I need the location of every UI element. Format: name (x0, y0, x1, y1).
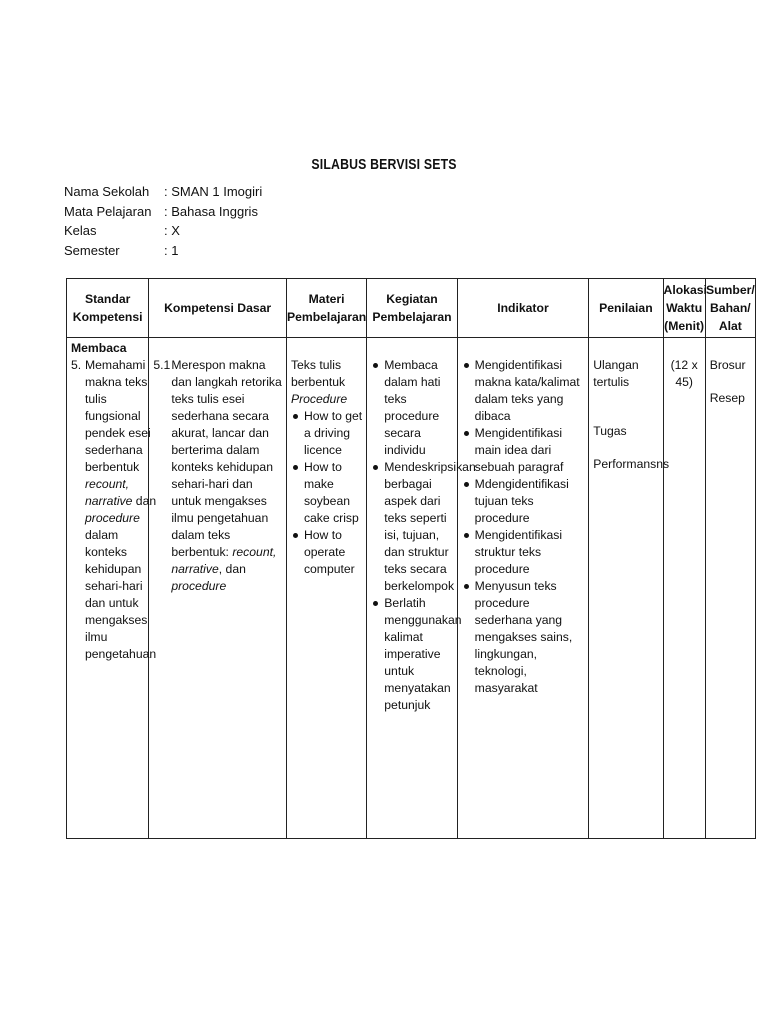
list-item: Menyusun teks procedure sederhana yang mengakses sains, lingkungan, teknologi, masyarakat (462, 578, 585, 697)
alokasi-line: 45) (675, 375, 693, 389)
list-item: Mengidentifikasi makna kata/kalimat dalam teks yang dibaca (462, 357, 585, 425)
header-penilaian: Penilaian (589, 279, 663, 338)
meta-label: Nama Sekolah (64, 184, 150, 199)
meta-label: Semester (64, 242, 120, 258)
cell-kegiatan (367, 338, 476, 839)
cell-indikator (457, 338, 589, 839)
meta-value: : X (164, 223, 180, 238)
meta-label: Mata Pelajaran (64, 203, 152, 219)
penilaian-item: Performansns (593, 457, 670, 471)
list-item: Mdengidentifikasi tujuan teks procedure (462, 476, 585, 527)
sk-line: pengetahuan (85, 647, 157, 661)
sk-line: mengakses (85, 613, 148, 627)
kd-italic: narrative (171, 562, 219, 576)
kd-italic: procedure (171, 579, 227, 593)
kd-number: 5.1 (153, 358, 171, 372)
header-line: Materi (308, 292, 345, 306)
header-line: Standar (84, 292, 131, 306)
materi-intro: Teks tulis berbentuk (290, 358, 346, 389)
meta-label: Kelas (64, 223, 97, 238)
sumber-item: Resep (709, 391, 745, 405)
meta-value: : SMAN 1 Imogiri (164, 184, 263, 199)
header-line: (Menit) (664, 319, 705, 333)
header-line: Pembelajaran (286, 310, 367, 324)
header-standar-kompetensi (67, 279, 149, 338)
kegiatan-list (371, 357, 476, 714)
header-line: Alat (718, 319, 742, 333)
syllabus-table (66, 278, 756, 839)
meta-value: : Bahasa Inggris (164, 203, 258, 219)
indikator-list (462, 357, 585, 697)
list-item: Mendeskripsikan berbagai aspek dari teks seperti isi, tujuan, dan struktur teks secara berkelompok (371, 459, 452, 595)
header-materi (286, 279, 366, 338)
list-item: How to operate computer (291, 527, 362, 578)
kd-italic: recount, (232, 545, 277, 559)
penilaian-item: Tugas (593, 424, 627, 438)
header-line: Waktu (666, 301, 703, 315)
sk-number: 5. (71, 358, 82, 372)
sk-line: sederhana (85, 443, 143, 457)
sk-line: makna teks (85, 375, 148, 389)
materi-list (291, 408, 362, 578)
header-indikator: Indikator (457, 279, 589, 338)
header-line: Sumber/ (705, 283, 755, 297)
cell-alokasi (663, 338, 705, 839)
list-item: Mengidentifikasi main idea dari sebuah paragraf (462, 425, 585, 476)
sk-line: berbentuk (85, 460, 140, 474)
kd-text: , dan (218, 562, 246, 576)
cell-sumber (705, 338, 755, 839)
document-meta (64, 182, 262, 260)
meta-row-subject (64, 202, 262, 222)
list-item: Berlatih menggunakan kalimat imperative untuk menyatakan petunjuk (371, 595, 452, 714)
header-alokasi (663, 279, 705, 338)
document-title: SILABUS BERVISI SETS (311, 156, 457, 173)
header-kompetensi-dasar: Kompetensi Dasar (149, 279, 287, 338)
sk-text: dan (132, 494, 157, 508)
alokasi-line: (12 x (670, 358, 698, 372)
table-header-row (67, 279, 756, 338)
sk-italic: procedure (85, 511, 140, 525)
header-line: Bahan/ (710, 301, 751, 315)
sk-italic: narrative (85, 494, 133, 508)
header-line: Kompetensi (72, 310, 143, 324)
penilaian-item: Ulangan tertulis (593, 358, 639, 389)
sk-line: tulis fungsional (85, 392, 141, 423)
kd-text: Merespon makna dan langkah retorika teks tulis esei sederhana secara akurat, lancar dan berterima dalam konteks kehidupan sehari-hari dan untuk mengakses ilmu pengetahuan dalam teks berbentuk: (171, 358, 282, 559)
header-kegiatan (367, 279, 457, 338)
sk-line: Memahami (85, 358, 146, 372)
sk-line: pendek esei (85, 426, 151, 440)
list-item: How to make soybean cake crisp (291, 459, 362, 527)
cell-penilaian (589, 338, 670, 839)
cell-kompetensi-dasar (149, 338, 287, 839)
meta-row-class (64, 221, 262, 241)
header-line: Alokasi (663, 283, 707, 297)
sk-line: kehidupan (85, 562, 142, 576)
header-line: Pembelajaran (372, 310, 452, 324)
meta-row-school (64, 182, 262, 202)
list-item: Membaca dalam hati teks procedure secara individu (371, 357, 452, 459)
header-line: Kegiatan (386, 292, 438, 306)
sk-line: sehari-hari (85, 579, 143, 593)
sumber-item: Brosur (709, 358, 746, 372)
meta-row-semester (64, 241, 262, 261)
sk-heading: Membaca (71, 341, 127, 355)
meta-value: : 1 (164, 242, 179, 258)
list-item: Mengidentifikasi struktur teks procedure (462, 527, 585, 578)
sk-line: dan untuk (85, 596, 139, 610)
table-row (67, 338, 756, 839)
sk-italic: recount, (85, 477, 130, 491)
header-sumber (705, 279, 755, 338)
list-item: How to get a driving licence (291, 408, 362, 459)
cell-materi (286, 338, 366, 839)
sk-line: dalam konteks (85, 528, 128, 559)
cell-standar-kompetensi (67, 338, 157, 839)
materi-italic: Procedure (290, 392, 348, 406)
sk-line: ilmu (85, 630, 108, 644)
